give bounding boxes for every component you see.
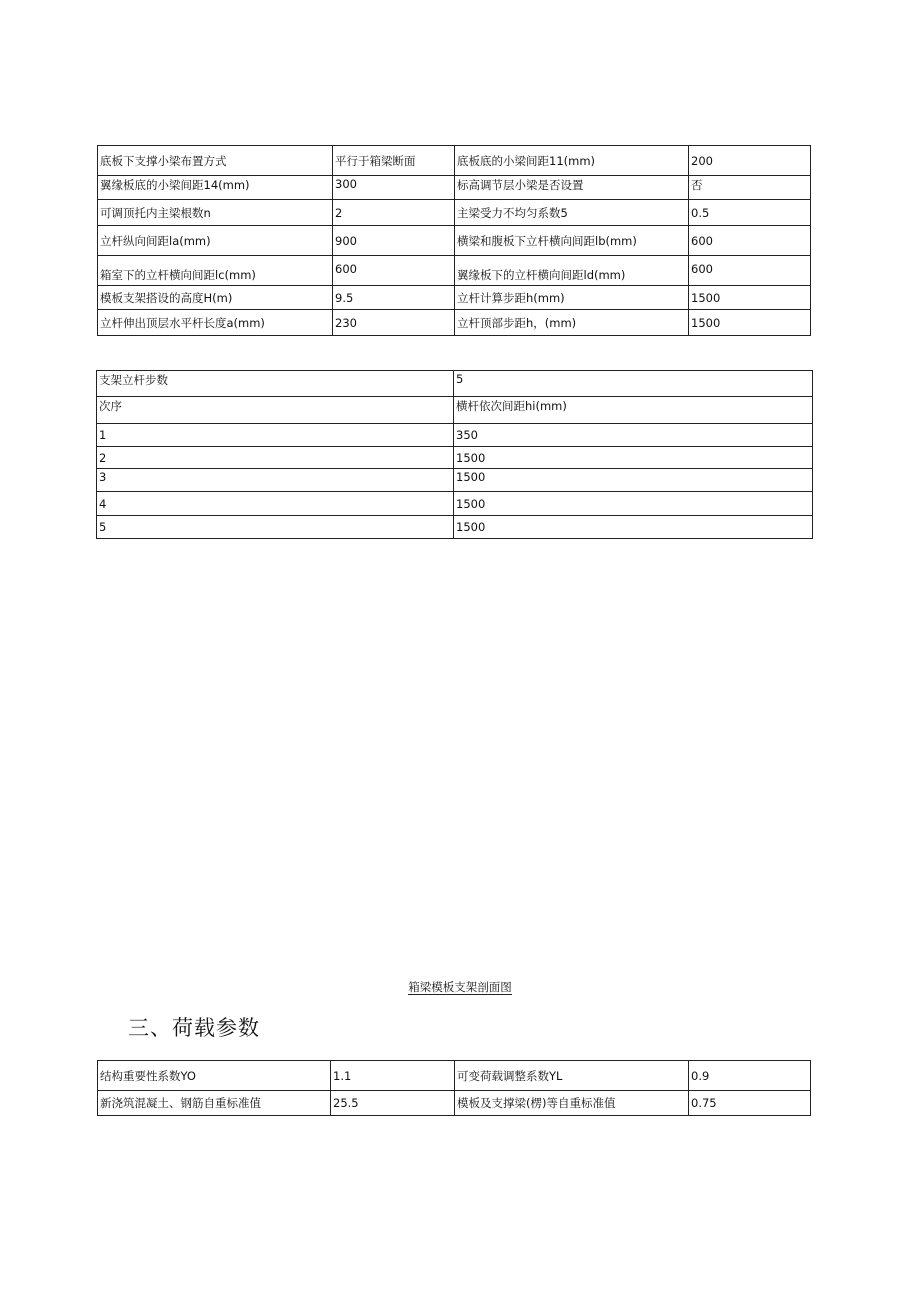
table-row (97, 397, 813, 424)
table-row (98, 1091, 811, 1116)
table-cell: 平行于箱梁断面 (333, 146, 455, 176)
table-row (98, 286, 811, 310)
table-cell: 结构重要性系数YO (98, 1061, 331, 1091)
table-row (97, 424, 813, 447)
table-row (98, 256, 811, 286)
table-cell: 1500 (454, 447, 813, 469)
table-cell: 0.5 (689, 200, 811, 226)
table-cell: 模板及支撑梁(楞)等自重标准值 (455, 1091, 689, 1116)
table-cell: 翼缘板底的小梁间距14(mm) (98, 176, 333, 200)
table-cell: 次序 (97, 397, 454, 424)
section-heading: 三、荷载参数 (128, 1016, 260, 1040)
table-cell: 可调顶托内主梁根数n (98, 200, 333, 226)
figure-caption (0, 979, 920, 995)
table-cell: 230 (333, 310, 455, 336)
table-cell: 2 (97, 447, 454, 469)
table-cell: 200 (689, 146, 811, 176)
table-cell: 底板底的小梁间距11(mm) (455, 146, 689, 176)
table-cell: 支架立杆步数 (97, 371, 454, 397)
table-row (98, 310, 811, 336)
table-cell: 1.1 (331, 1061, 455, 1091)
table-cell: 5 (97, 516, 454, 539)
table-cell: 600 (333, 256, 455, 286)
table-cell: 1500 (454, 469, 813, 492)
table-cell: 否 (689, 176, 811, 200)
table-row (97, 492, 813, 516)
table-cell: 模板支架搭设的高度H(m) (98, 286, 333, 310)
support-parameters-table (97, 145, 811, 336)
table-cell: 横杆依次间距hi(mm) (454, 397, 813, 424)
table-cell: 0.75 (689, 1091, 811, 1116)
table-cell: 300 (333, 176, 455, 200)
table-cell: 1 (97, 424, 454, 447)
table-row (98, 200, 811, 226)
table-cell: 1500 (689, 286, 811, 310)
table-cell: 4 (97, 492, 454, 516)
table-cell: 1500 (689, 310, 811, 336)
table-cell: 25.5 (331, 1091, 455, 1116)
table-cell: 3 (97, 469, 454, 492)
table-cell: 立杆纵向间距la(mm) (98, 226, 333, 256)
table-cell: 主梁受力不均匀系数5 (455, 200, 689, 226)
table-row (97, 516, 813, 539)
table-cell: 标高调节层小梁是否设置 (455, 176, 689, 200)
table-cell: 350 (454, 424, 813, 447)
table-cell: 1500 (454, 492, 813, 516)
figure-caption-text: 箱梁模板支架剖面图 (408, 980, 512, 994)
load-parameters-table (97, 1060, 811, 1116)
table-cell: 底板下支撑小梁布置方式 (98, 146, 333, 176)
table-cell: 0.9 (689, 1061, 811, 1091)
table-row (98, 146, 811, 176)
table-cell: 5 (454, 371, 813, 397)
table-cell: 立杆伸出顶层水平杆长度a(mm) (98, 310, 333, 336)
table-cell: 900 (333, 226, 455, 256)
table-cell: 箱室下的立杆横向间距lc(mm) (98, 256, 333, 286)
table-cell: 600 (689, 226, 811, 256)
table-row (97, 371, 813, 397)
table-row (97, 469, 813, 492)
table-cell: 600 (689, 256, 811, 286)
table-row (98, 226, 811, 256)
table-cell: 立杆计算步距h(mm) (455, 286, 689, 310)
table-cell: 可变荷载调整系数YL (455, 1061, 689, 1091)
table-cell: 9.5 (333, 286, 455, 310)
table-cell: 1500 (454, 516, 813, 539)
table-cell: 2 (333, 200, 455, 226)
table-cell: 新浇筑混凝土、钢筋自重标准值 (98, 1091, 331, 1116)
table-row (97, 447, 813, 469)
table-row (98, 1061, 811, 1091)
table-row (98, 176, 811, 200)
table-cell: 横梁和腹板下立杆横向间距lb(mm) (455, 226, 689, 256)
table-cell: 翼缘板下的立杆横向间距ld(mm) (455, 256, 689, 286)
table-cell: 立杆顶部步距h，(mm) (455, 310, 689, 336)
pole-steps-table (96, 370, 813, 539)
